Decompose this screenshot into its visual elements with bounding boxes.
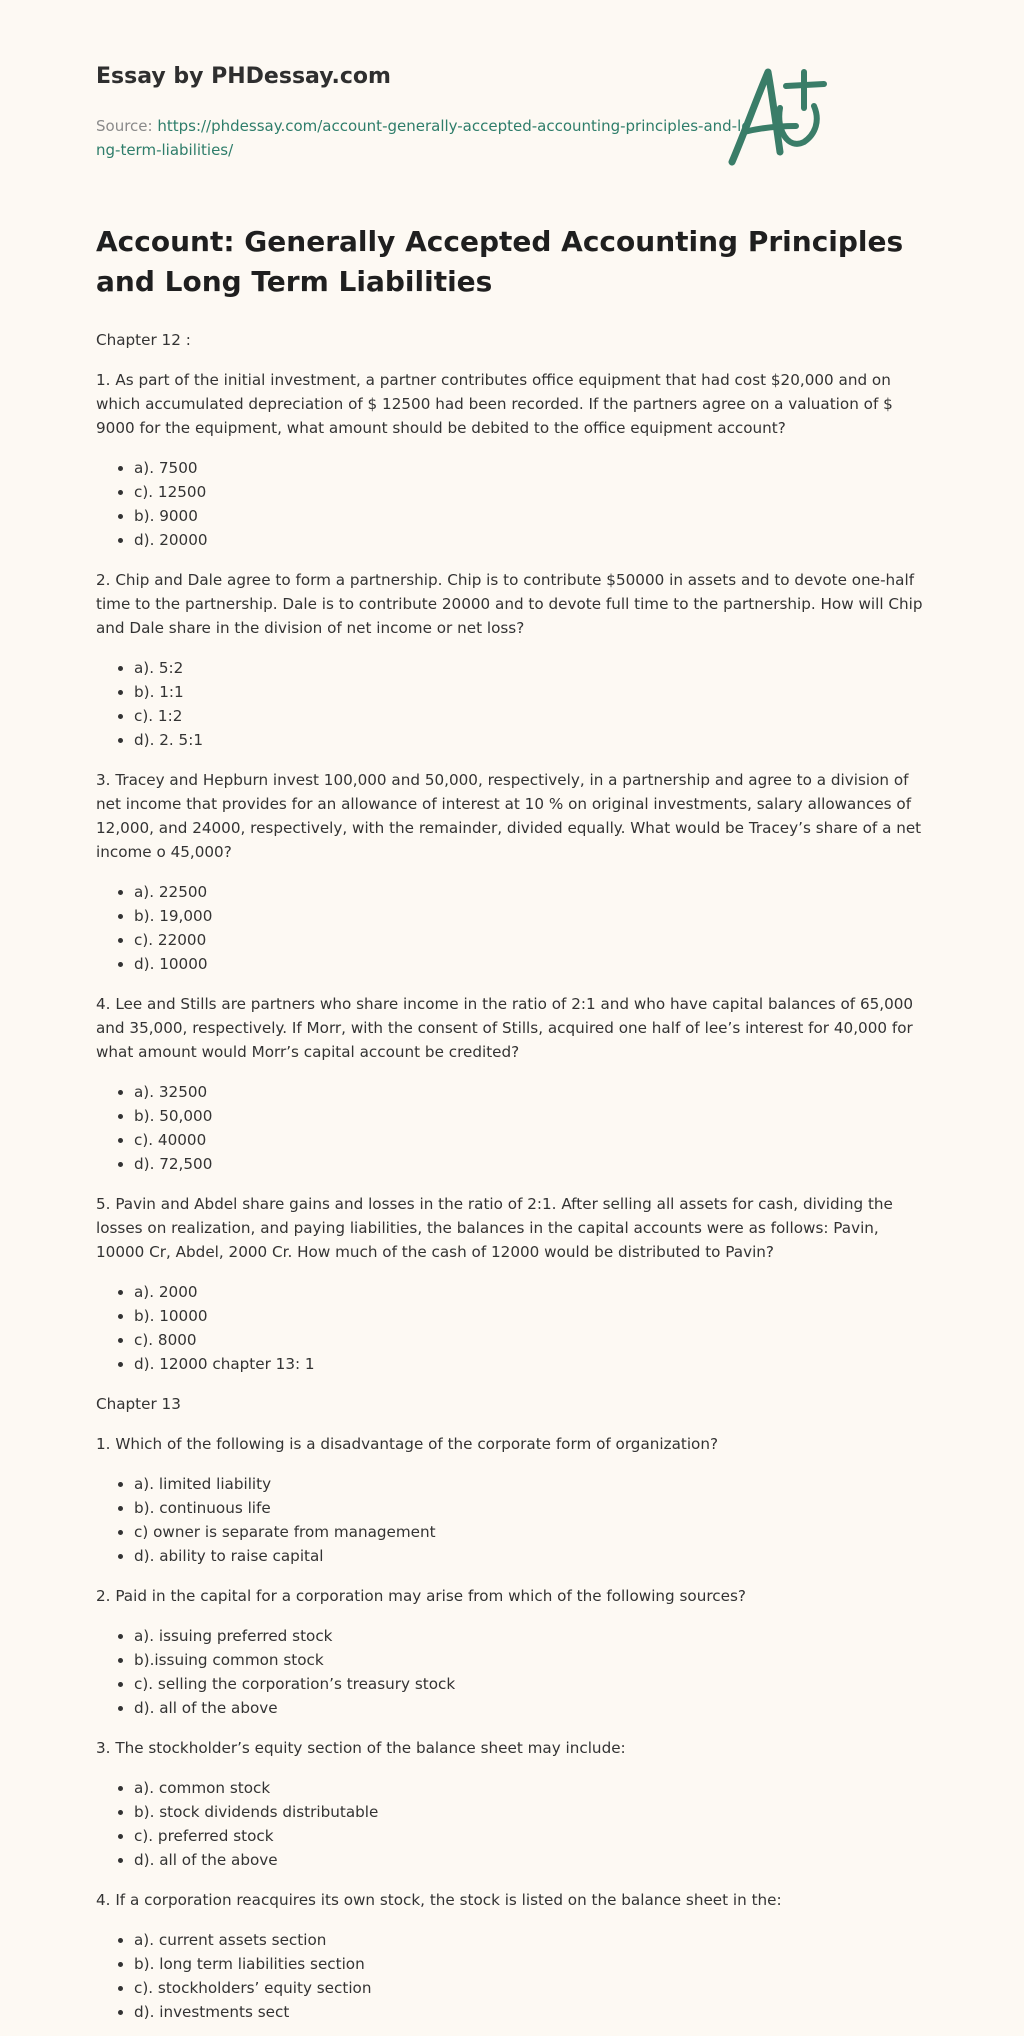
chapter-12-heading: Chapter 12 : xyxy=(96,331,191,349)
option-item: • d). all of the above xyxy=(134,1848,928,1872)
option-item: • d). 20000 xyxy=(134,528,928,552)
question-5: 5. Pavin and Abdel share gains and losses in the ratio of 2:1. After selling all assets for cash, dividing the losses on realization, and paying liabilities, the balances in the capital accounts were as follows: Pavin, 10000 Cr, Abdel, 2000 Cr. How much of the cash of 12000 would be distributed to Pavin? xyxy=(96,1195,893,1261)
header xyxy=(96,0,928,159)
option-item: • d). 2. 5:1 xyxy=(134,728,928,752)
option-item: • d). ability to raise capital xyxy=(134,1544,928,1568)
option-item: • d). all of the above xyxy=(134,1696,928,1720)
chapter-13-question-2: 2. Paid in the capital for a corporation may arise from which of the following sources? xyxy=(96,1587,746,1605)
question-1-options xyxy=(96,456,928,552)
option-item: • a). 2000 xyxy=(134,1280,928,1304)
option-item: • d). 12000 chapter 13: 1 xyxy=(134,1352,928,1376)
option-item: • d). 10000 xyxy=(134,952,928,976)
chapter-13-question-1: 1. Which of the following is a disadvantage of the corporate form of organization? xyxy=(96,1435,719,1453)
chapter-13-question-3: 3. The stockholder’s equity section of the balance sheet may include: xyxy=(96,1739,626,1757)
option-item: • b). continuous life xyxy=(134,1496,928,1520)
question-4: 4. Lee and Stills are partners who share income in the ratio of 2:1 and who have capital balances of 65,000 and 35,000, respectively. If Morr, with the consent of Stills, acquired one half of lee’s interest for 40,000 for what amount would Morr’s capital account be credited? xyxy=(96,995,914,1061)
a-plus-logo-icon xyxy=(722,64,832,172)
option-item: • c). 22000 xyxy=(134,928,928,952)
option-item: • c). preferred stock xyxy=(134,1824,928,1848)
option-item: • c). stockholders’ equity section xyxy=(134,1976,928,2000)
question-5-options xyxy=(96,1280,928,1376)
option-item: • b). 10000 xyxy=(134,1304,928,1328)
source-link[interactable]: https://phdessay.com/account-generally-accepted-accounting-principles-and-long-term-liabilities/ xyxy=(96,117,751,159)
option-item: • c). 40000 xyxy=(134,1128,928,1152)
option-item: • a). issuing preferred stock xyxy=(134,1624,928,1648)
chapter-13-question-3-options xyxy=(96,1776,928,1872)
question-3-options xyxy=(96,880,928,976)
option-item: • c). 1:2 xyxy=(134,704,928,728)
chapter-13-question-2-options xyxy=(96,1624,928,1720)
option-item: • d). investments sect xyxy=(134,2000,928,2024)
option-item: • b). 9000 xyxy=(134,504,928,528)
option-item: • b). long term liabilities section xyxy=(134,1952,928,1976)
chapter-13-question-4: 4. If a corporation reacquires its own stock, the stock is listed on the balance sheet in the: xyxy=(96,1891,782,1909)
site-title: Essay by PHDessay.com xyxy=(96,64,391,89)
option-item: • c). 12500 xyxy=(134,480,928,504)
question-2: 2. Chip and Dale agree to form a partnership. Chip is to contribute $50000 in assets and to devote one-half time to the partnership. Dale is to contribute 20000 and to devote full time to the partnership. How will Chip and Dale share in the division of net income or net loss? xyxy=(96,571,923,637)
option-item: • a). current assets section xyxy=(134,1928,928,1952)
option-item: • a). common stock xyxy=(134,1776,928,1800)
option-item: • c). selling the corporation’s treasury stock xyxy=(134,1672,928,1696)
option-item: • b). 50,000 xyxy=(134,1104,928,1128)
question-3: 3. Tracey and Hepburn invest 100,000 and 50,000, respectively, in a partnership and agree to a division of net income that provides for an allowance of interest at 10 % on original investments, salary allowances of 12,000, and 24000, respectively, with the remainder, divided equally. What would be Tracey’s share of a net income o 45,000? xyxy=(96,771,922,861)
option-item: • a). 5:2 xyxy=(134,656,928,680)
question-1: 1. As part of the initial investment, a partner contributes office equipment that had cost $20,000 and on which accumulated depreciation of $ 12500 had been recorded. If the partners agree on a valuation of $ 9000 for the equipment, what amount should be debited to the office equipment account? xyxy=(96,371,893,437)
option-item: • b).issuing common stock xyxy=(134,1648,928,1672)
option-item: • a). 7500 xyxy=(134,456,928,480)
option-item: • d). 72,500 xyxy=(134,1152,928,1176)
option-item: • b). stock dividends distributable xyxy=(134,1800,928,1824)
option-item: • a). 32500 xyxy=(134,1080,928,1104)
source-line xyxy=(96,114,756,162)
question-2-options xyxy=(96,656,928,752)
article-title: Account: Generally Accepted Accounting Principles and Long Term Liabilities xyxy=(96,225,904,298)
option-item: • c). 8000 xyxy=(134,1328,928,1352)
chapter-13-heading: Chapter 13 xyxy=(96,1395,181,1413)
option-item: • a). 22500 xyxy=(134,880,928,904)
option-item: • b). 1:1 xyxy=(134,680,928,704)
option-item: • c) owner is separate from management xyxy=(134,1520,928,1544)
option-item: • b). 19,000 xyxy=(134,904,928,928)
source-label: Source: xyxy=(96,117,158,135)
chapter-13-question-1-options xyxy=(96,1472,928,1568)
option-item: • a). limited liability xyxy=(134,1472,928,1496)
question-4-options xyxy=(96,1080,928,1176)
chapter-13-question-4-options xyxy=(96,1928,928,2024)
